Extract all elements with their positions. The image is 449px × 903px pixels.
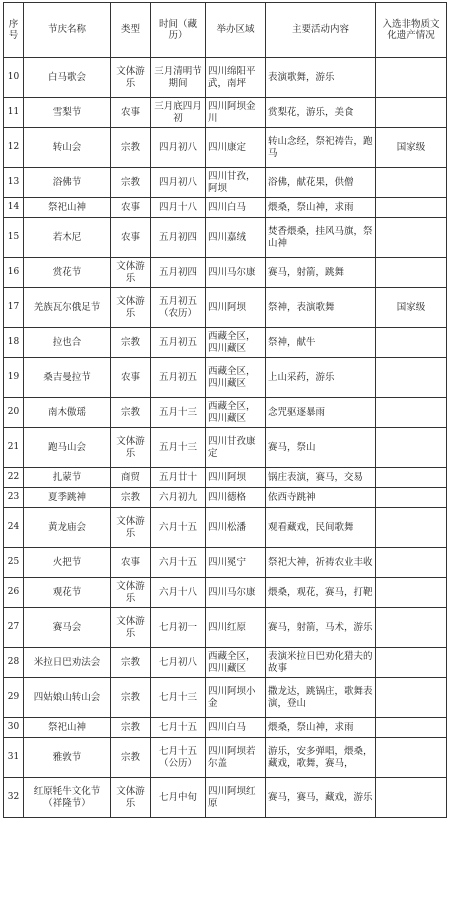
festival-name: 红原牦牛文化节（祥隆节） xyxy=(24,778,111,818)
heritage-status xyxy=(376,608,447,648)
table-row xyxy=(4,508,447,548)
festival-region: 四川甘孜康定 xyxy=(206,428,266,468)
heritage-status xyxy=(376,428,447,468)
festival-activity: 祭神，献牛 xyxy=(266,328,376,358)
festival-time: 七月初八 xyxy=(151,648,206,678)
heritage-status xyxy=(376,58,447,98)
festival-activity: 浴佛，献花果，供僧 xyxy=(266,168,376,198)
header-activity: 主要活动内容 xyxy=(266,3,376,58)
heritage-status: 国家级 xyxy=(376,288,447,328)
festival-region: 西藏全区，四川藏区 xyxy=(206,358,266,398)
festival-time: 五月初五 xyxy=(151,328,206,358)
header-no: 序号 xyxy=(4,3,24,58)
heritage-status xyxy=(376,548,447,578)
heritage-status xyxy=(376,328,447,358)
festival-region: 四川松潘 xyxy=(206,508,266,548)
festival-time: 三月底四月初 xyxy=(151,98,206,128)
table-row xyxy=(4,58,447,98)
table-row xyxy=(4,288,447,328)
festival-region: 四川德格 xyxy=(206,488,266,508)
festival-name: 雪梨节 xyxy=(24,98,111,128)
heritage-status xyxy=(376,678,447,718)
festival-region: 四川甘孜，阿坝 xyxy=(206,168,266,198)
festival-type: 农事 xyxy=(111,548,151,578)
festival-region: 西藏全区，四川藏区 xyxy=(206,398,266,428)
header-name: 节庆名称 xyxy=(24,3,111,58)
festival-region: 四川白马 xyxy=(206,718,266,738)
festival-name: 桑吉曼拉节 xyxy=(24,358,111,398)
header-type: 类型 xyxy=(111,3,151,58)
festival-type: 宗教 xyxy=(111,738,151,778)
festival-name: 赛马会 xyxy=(24,608,111,648)
festival-time: 七月初一 xyxy=(151,608,206,648)
table-row xyxy=(4,738,447,778)
festival-activity: 赏梨花，游乐，美食 xyxy=(266,98,376,128)
festival-type: 农事 xyxy=(111,98,151,128)
row-number: 12 xyxy=(4,128,24,168)
festival-time: 四月十八 xyxy=(151,198,206,218)
festival-activity: 锅庄表演，赛马，交易 xyxy=(266,468,376,488)
heritage-status xyxy=(376,198,447,218)
festival-type: 宗教 xyxy=(111,398,151,428)
festival-activity: 焚香煨桑，挂风马旗，祭山神 xyxy=(266,218,376,258)
festival-type: 文体游乐 xyxy=(111,58,151,98)
row-number: 29 xyxy=(4,678,24,718)
festival-name: 拉也合 xyxy=(24,328,111,358)
table-row xyxy=(4,608,447,648)
festival-region: 四川康定 xyxy=(206,128,266,168)
festival-time: 五月十三 xyxy=(151,428,206,468)
festival-region: 西藏全区，四川藏区 xyxy=(206,328,266,358)
row-number: 28 xyxy=(4,648,24,678)
festival-type: 文体游乐 xyxy=(111,258,151,288)
festival-type: 宗教 xyxy=(111,168,151,198)
heritage-status xyxy=(376,468,447,488)
table-row xyxy=(4,718,447,738)
festival-time: 七月十五 xyxy=(151,718,206,738)
festival-time: 五月初四 xyxy=(151,258,206,288)
festival-time: 六月十八 xyxy=(151,578,206,608)
festival-activity: 转山念经，祭祀祷告，跑马 xyxy=(266,128,376,168)
row-number: 19 xyxy=(4,358,24,398)
table-row xyxy=(4,578,447,608)
festival-time: 五月廿十 xyxy=(151,468,206,488)
festival-time: 五月十三 xyxy=(151,398,206,428)
table-row xyxy=(4,398,447,428)
festival-type: 农事 xyxy=(111,358,151,398)
festival-time: 五月初五 xyxy=(151,358,206,398)
festival-activity: 祭神，表演歌舞 xyxy=(266,288,376,328)
festival-region: 四川阿坝若尔盖 xyxy=(206,738,266,778)
festival-name: 若木尼 xyxy=(24,218,111,258)
festival-type: 宗教 xyxy=(111,678,151,718)
festival-type: 文体游乐 xyxy=(111,778,151,818)
festival-activity: 赛马，射箭，马术，游乐 xyxy=(266,608,376,648)
festival-time: 六月十五 xyxy=(151,508,206,548)
festival-region: 四川红原 xyxy=(206,608,266,648)
festival-name: 祭祀山神 xyxy=(24,198,111,218)
festival-name: 羌族瓦尔俄足节 xyxy=(24,288,111,328)
table-header-row xyxy=(4,3,447,58)
row-number: 25 xyxy=(4,548,24,578)
row-number: 30 xyxy=(4,718,24,738)
row-number: 11 xyxy=(4,98,24,128)
header-heritage: 入选非物质文化遗产情况 xyxy=(376,3,447,58)
festival-time: 七月十五（公历） xyxy=(151,738,206,778)
festival-time: 五月初五（农历） xyxy=(151,288,206,328)
row-number: 15 xyxy=(4,218,24,258)
festival-time: 七月十三 xyxy=(151,678,206,718)
row-number: 26 xyxy=(4,578,24,608)
heritage-status xyxy=(376,258,447,288)
row-number: 31 xyxy=(4,738,24,778)
festival-activity: 表演米拉日巴劝化猎夫的故事 xyxy=(266,648,376,678)
festival-activity: 祭祀大神，祈祷农业丰收 xyxy=(266,548,376,578)
festival-time: 四月初八 xyxy=(151,128,206,168)
heritage-status xyxy=(376,778,447,818)
festival-name: 观花节 xyxy=(24,578,111,608)
festival-name: 白马歌会 xyxy=(24,58,111,98)
heritage-status xyxy=(376,648,447,678)
row-number: 32 xyxy=(4,778,24,818)
heritage-status: 国家级 xyxy=(376,128,447,168)
festival-activity: 煨桑，观花，赛马，打靶 xyxy=(266,578,376,608)
row-number: 14 xyxy=(4,198,24,218)
table-row xyxy=(4,198,447,218)
heritage-status xyxy=(376,98,447,128)
heritage-status xyxy=(376,168,447,198)
row-number: 17 xyxy=(4,288,24,328)
festival-name: 火把节 xyxy=(24,548,111,578)
festival-activity: 煨桑，祭山神，求雨 xyxy=(266,718,376,738)
festival-region: 四川阿坝红原 xyxy=(206,778,266,818)
festival-type: 文体游乐 xyxy=(111,508,151,548)
festival-name: 四姑娘山转山会 xyxy=(24,678,111,718)
heritage-status xyxy=(376,398,447,428)
festival-time: 七月中旬 xyxy=(151,778,206,818)
row-number: 27 xyxy=(4,608,24,648)
table-row xyxy=(4,648,447,678)
heritage-status xyxy=(376,738,447,778)
table-row xyxy=(4,218,447,258)
festival-activity: 游乐，安多弹唱，煨桑，藏戏，歌舞，赛马， xyxy=(266,738,376,778)
festival-name: 跑马山会 xyxy=(24,428,111,468)
festival-region: 四川阿坝小金 xyxy=(206,678,266,718)
festival-type: 文体游乐 xyxy=(111,608,151,648)
festival-name: 夏季跳神 xyxy=(24,488,111,508)
festival-type: 农事 xyxy=(111,198,151,218)
festival-name: 雅敦节 xyxy=(24,738,111,778)
row-number: 22 xyxy=(4,468,24,488)
row-number: 20 xyxy=(4,398,24,428)
festival-region: 四川冕宁 xyxy=(206,548,266,578)
festival-activity: 赛马，射箭，跳舞 xyxy=(266,258,376,288)
festival-name: 米拉日巴劝法会 xyxy=(24,648,111,678)
table-row xyxy=(4,428,447,468)
festival-table xyxy=(3,2,447,818)
table-row xyxy=(4,258,447,288)
festival-region: 四川绵阳平武，南坪 xyxy=(206,58,266,98)
table-row xyxy=(4,128,447,168)
festival-region: 四川嘉绒 xyxy=(206,218,266,258)
festival-time: 六月初九 xyxy=(151,488,206,508)
festival-name: 南木傲瑶 xyxy=(24,398,111,428)
row-number: 24 xyxy=(4,508,24,548)
festival-activity: 赛马，赛马，藏戏，游乐 xyxy=(266,778,376,818)
festival-type: 宗教 xyxy=(111,648,151,678)
table-row xyxy=(4,778,447,818)
festival-region: 四川马尔康 xyxy=(206,258,266,288)
table-row xyxy=(4,678,447,718)
row-number: 23 xyxy=(4,488,24,508)
header-region: 举办区域 xyxy=(206,3,266,58)
festival-name: 赏花节 xyxy=(24,258,111,288)
festival-type: 文体游乐 xyxy=(111,288,151,328)
festival-name: 扎蒙节 xyxy=(24,468,111,488)
festival-time: 三月清明节期间 xyxy=(151,58,206,98)
festival-type: 宗教 xyxy=(111,328,151,358)
heritage-status xyxy=(376,488,447,508)
row-number: 18 xyxy=(4,328,24,358)
table-row xyxy=(4,358,447,398)
header-time: 时间（藏历） xyxy=(151,3,206,58)
festival-name: 转山会 xyxy=(24,128,111,168)
festival-region: 四川阿坝 xyxy=(206,468,266,488)
festival-time: 四月初八 xyxy=(151,168,206,198)
table-row xyxy=(4,488,447,508)
row-number: 13 xyxy=(4,168,24,198)
festival-activity: 依西寺跳神 xyxy=(266,488,376,508)
festival-type: 宗教 xyxy=(111,128,151,168)
festival-name: 黄龙庙会 xyxy=(24,508,111,548)
table-row xyxy=(4,168,447,198)
heritage-status xyxy=(376,508,447,548)
festival-name: 浴佛节 xyxy=(24,168,111,198)
festival-region: 四川阿坝金川 xyxy=(206,98,266,128)
festival-table-page xyxy=(3,2,446,818)
festival-region: 四川马尔康 xyxy=(206,578,266,608)
row-number: 21 xyxy=(4,428,24,468)
festival-time: 五月初四 xyxy=(151,218,206,258)
festival-activity: 赛马，祭山 xyxy=(266,428,376,468)
festival-region: 四川阿坝 xyxy=(206,288,266,328)
festival-activity: 上山采药，游乐 xyxy=(266,358,376,398)
festival-name: 祭祀山神 xyxy=(24,718,111,738)
row-number: 10 xyxy=(4,58,24,98)
row-number: 16 xyxy=(4,258,24,288)
festival-type: 农事 xyxy=(111,218,151,258)
table-row xyxy=(4,468,447,488)
festival-type: 宗教 xyxy=(111,488,151,508)
heritage-status xyxy=(376,358,447,398)
festival-type: 商贸 xyxy=(111,468,151,488)
festival-type: 文体游乐 xyxy=(111,578,151,608)
heritage-status xyxy=(376,578,447,608)
table-row xyxy=(4,98,447,128)
heritage-status xyxy=(376,718,447,738)
table-row xyxy=(4,548,447,578)
festival-type: 宗教 xyxy=(111,718,151,738)
festival-time: 六月十五 xyxy=(151,548,206,578)
festival-activity: 煨桑，祭山神，求雨 xyxy=(266,198,376,218)
festival-region: 四川白马 xyxy=(206,198,266,218)
festival-region: 西藏全区，四川藏区 xyxy=(206,648,266,678)
heritage-status xyxy=(376,218,447,258)
festival-activity: 撒龙达，跳锅庄，歌舞表演，登山 xyxy=(266,678,376,718)
festival-activity: 念咒驱逐暴雨 xyxy=(266,398,376,428)
festival-activity: 表演歌舞，游乐 xyxy=(266,58,376,98)
festival-activity: 观看藏戏，民间歌舞 xyxy=(266,508,376,548)
festival-type: 文体游乐 xyxy=(111,428,151,468)
table-row xyxy=(4,328,447,358)
